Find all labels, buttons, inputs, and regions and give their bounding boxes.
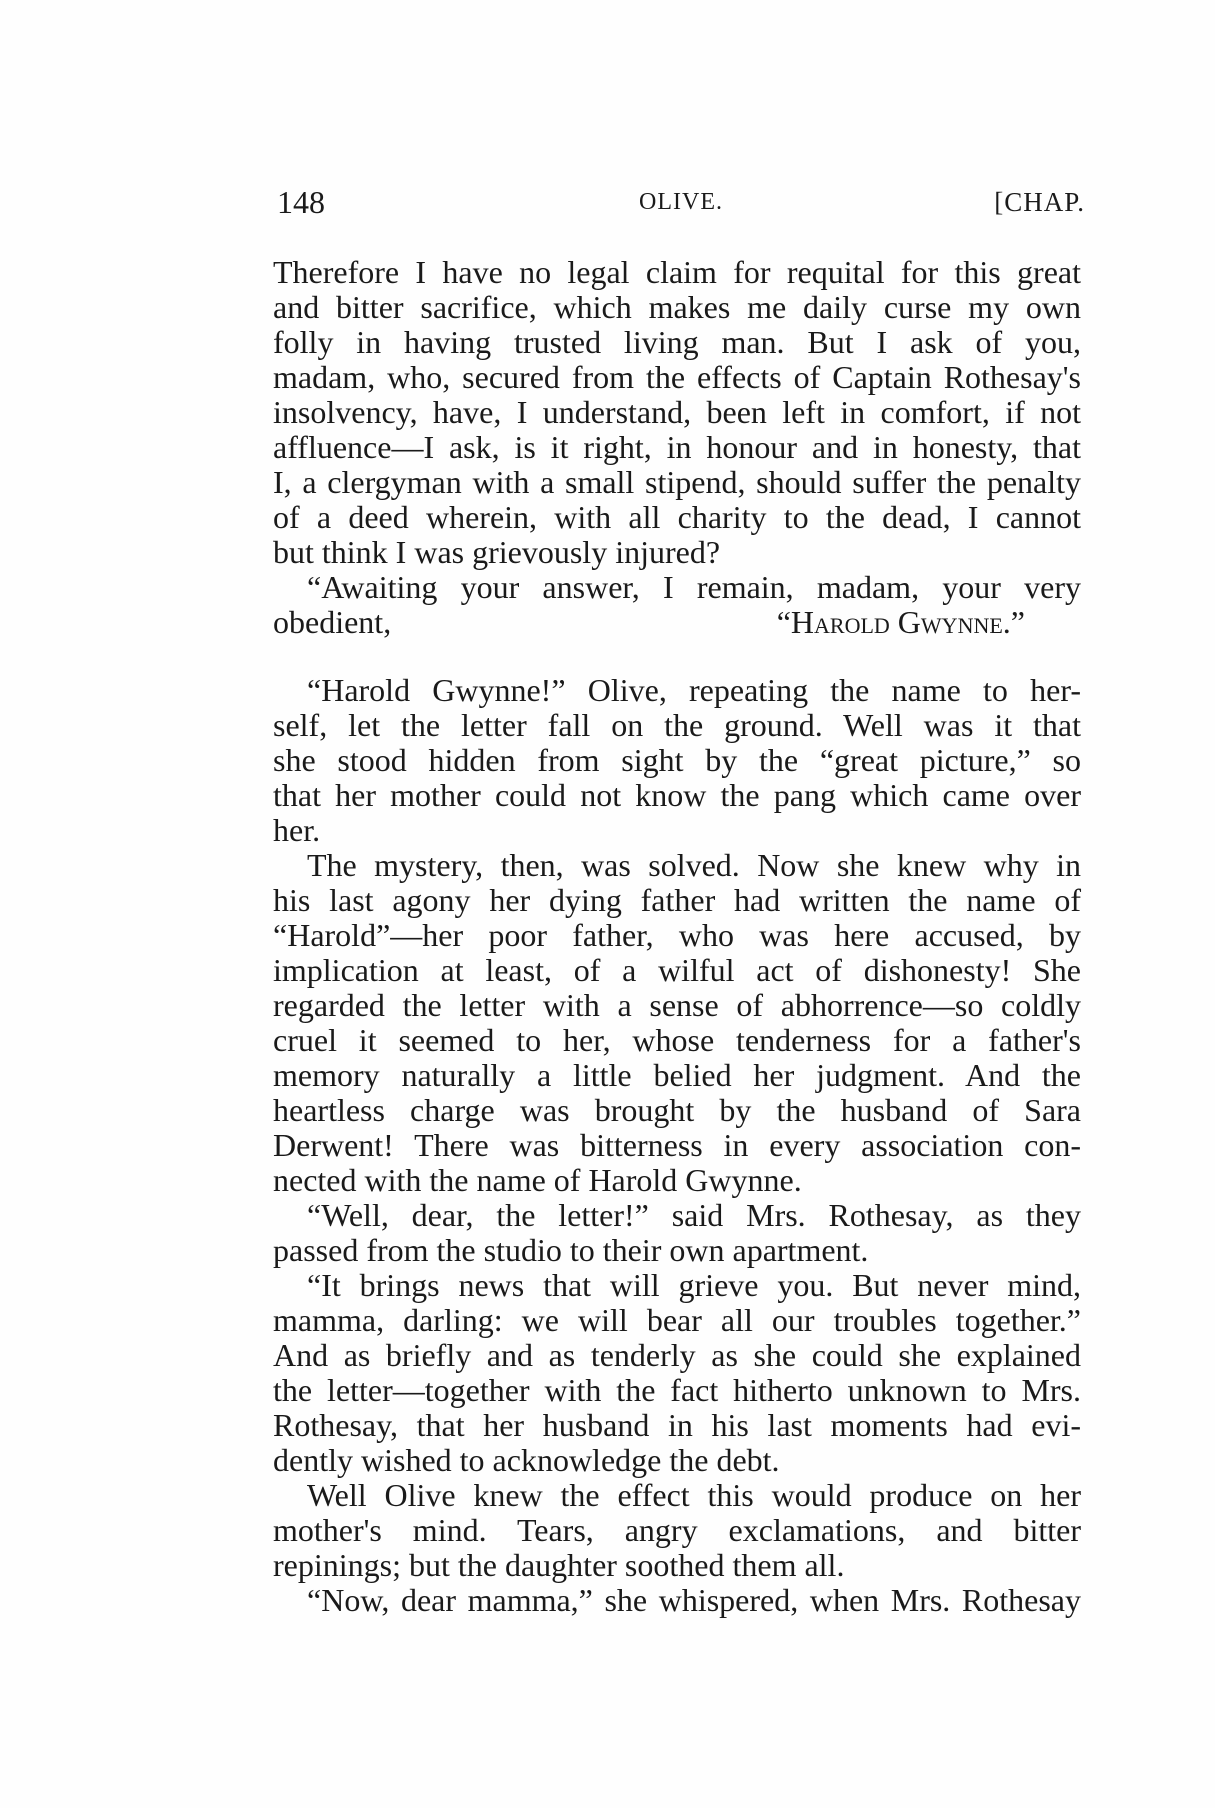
text-line: insolvency, have, I understand, been left in comfort, if not (273, 394, 1081, 430)
letter-paragraph (273, 255, 1081, 640)
text-line: “Well, dear, the letter!” said Mrs. Rothesay, as they (307, 1197, 1081, 1233)
letter-closing-line: “Awaiting your answer, I remain, madam, your very (307, 569, 1081, 605)
text-line: Well Olive knew the effect this would produce on her (307, 1477, 1081, 1513)
letter-signature-line (273, 605, 1081, 640)
text-line: mamma, darling: we will bear all our troubles together.” (273, 1302, 1081, 1338)
page-number: 148 (277, 184, 325, 220)
text-line: her. (273, 812, 321, 848)
running-title: OLIVE. (639, 189, 723, 215)
text-line: “Harold”—her poor father, who was here accused, by (273, 917, 1081, 953)
text-line: dently wished to acknowledge the debt. (273, 1442, 780, 1478)
text-line: the letter—together with the fact hitherto unknown to Mrs. (273, 1372, 1081, 1408)
text-line: his last agony her dying father had written the name of (273, 882, 1081, 918)
text-line: affluence—I ask, is it right, in honour and in honesty, that (273, 429, 1081, 465)
text-line: Therefore I have no legal claim for requital for this great (273, 254, 1081, 290)
text-line: I, a clergyman with a small stipend, should suffer the penalty (273, 464, 1081, 500)
text-line: nected with the name of Harold Gwynne. (273, 1162, 802, 1198)
text-line: of a deed wherein, with all charity to the dead, I cannot (273, 499, 1081, 535)
text-line: regarded the letter with a sense of abhorrence—so coldly (273, 987, 1081, 1023)
letter-signature: “Harold Gwynne.” (776, 604, 1025, 640)
text-line: mother's mind. Tears, angry exclamations, and bitter (273, 1512, 1081, 1548)
page-header (277, 180, 1085, 224)
text-line: but think I was grievously injured? (273, 534, 721, 570)
text-line: “It brings news that will grieve you. But never mind, (307, 1267, 1081, 1303)
text-line: heartless charge was brought by the husband of Sara (273, 1092, 1081, 1128)
text-line: The mystery, then, was solved. Now she knew why in (307, 847, 1081, 883)
letter-closing-word: obedient, (273, 604, 392, 640)
text-line: memory naturally a little belied her judgment. And the (273, 1057, 1081, 1093)
text-line: passed from the studio to their own apartment. (273, 1232, 869, 1268)
text-line: madam, who, secured from the effects of Captain Rothesay's (273, 359, 1081, 395)
text-line: “Now, dear mamma,” she whispered, when Mrs. Rothesay (307, 1582, 1081, 1618)
text-line: self, let the letter fall on the ground. Well was it that (273, 707, 1081, 743)
text-line: “Harold Gwynne!” Olive, repeating the name to her- (307, 672, 1081, 708)
text-line: Rothesay, that her husband in his last moments had evi- (273, 1407, 1081, 1443)
text-line: repinings; but the daughter soothed them all. (273, 1547, 845, 1583)
text-line: folly in having trusted living man. But I ask of you, (273, 324, 1081, 360)
narrative-text (273, 673, 1081, 1618)
text-line: that her mother could not know the pang which came over (273, 777, 1081, 813)
chapter-mark: [CHAP. (994, 187, 1085, 217)
text-line: and bitter sacrifice, which makes me daily curse my own (273, 289, 1081, 325)
text-line: Derwent! There was bitterness in every association con- (273, 1127, 1081, 1163)
text-line: she stood hidden from sight by the “great picture,” so (273, 742, 1081, 778)
text-line: cruel it seemed to her, whose tenderness for a father's (273, 1022, 1081, 1058)
text-line: And as briefly and as tenderly as she could she explained (273, 1337, 1081, 1373)
text-line: implication at least, of a wilful act of dishonesty! She (273, 952, 1081, 988)
